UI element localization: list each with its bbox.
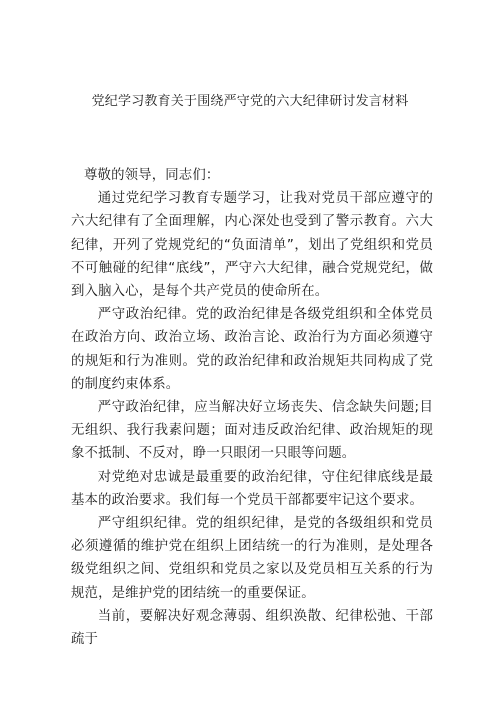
paragraph-loyalty: 对党绝对忠诚是最重要的政治纪律，守住纪律底线是最基本的政治要求。我们每一个党员干部都要牢记这个要求。 (71, 469, 433, 508)
salutation: 尊敬的领导，同志们： (84, 168, 220, 183)
paragraph-political-discipline-issues: 严守政治纪律，应当解决好立场丧失、信念缺失问题;目无组织、我行我素问题；面对违反政治纪律、政治规矩的现象不抵制、不反对，睁一只眼闭一只眼等问题。 (71, 400, 433, 462)
paragraph-current-issues: 当前，要解决好观念薄弱、组织涣散、纪律松弛、干部疏于 (71, 608, 433, 648)
paragraph-intro: 通过党纪学习教育专题学习，让我对党员干部应遵守的六大纪律有了全面理解，内心深处也受到了警示教育。六大纪律，开列了党规党纪的“负面清单”，划出了党组织和党员不可触碰的纪律“底线”，严守六大纪律，融合党规党纪，做到入脑入心，是每个共产党员的使命所在。 (71, 191, 433, 300)
paragraph-political-discipline: 严守政治纪律。党的政治纪律是各级党组织和全体党员在政治方向、政治立场、政治言论、政治行为方面必须遵守的规矩和行为准则。党的政治纪律和政治规矩共同构成了党的制度约束体系。 (71, 307, 433, 392)
paragraph-organizational-discipline: 严守组织纪律。党的组织纪律，是党的各级组织和党员必须遵循的维护党在组织上团结统一的行为准则，是处理各级党组织之间、党组织和党员之家以及党员相互关系的行为规范，是维护党的团结统一的重要保证。 (71, 516, 433, 601)
document-body (71, 164, 433, 651)
document-title: 党纪学习教育关于围绕严守党的六大纪律研讨发言材料 (91, 94, 409, 109)
